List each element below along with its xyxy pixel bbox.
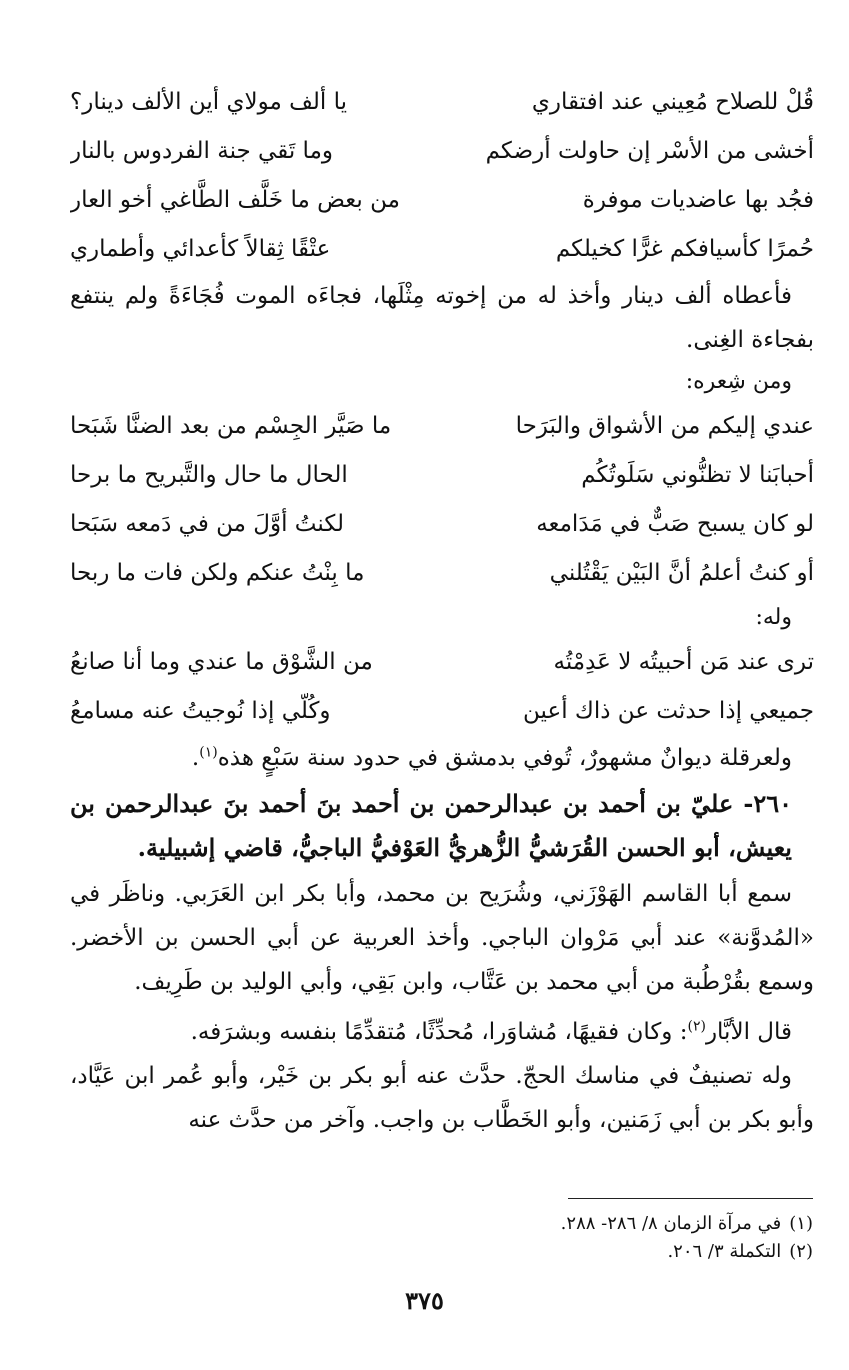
hemistich: أو كنتُ أعلمُ أنَّ البَيْن يَقْتُلني <box>549 560 814 586</box>
paragraph <box>70 1010 814 1054</box>
hemistich: وما تَقي جنة الفردوس بالنار <box>70 138 333 164</box>
verse-line <box>70 451 814 500</box>
hemistich: لكنتُ أوَّلَ من في دَمعه سَبَحا <box>70 511 345 537</box>
paragraph-end: . <box>191 745 200 771</box>
footnote-divider <box>568 1198 813 1199</box>
poem-intro: ومن شِعره: <box>685 369 792 394</box>
entry-title: عليّ بن أحمد بن عبدالرحمن بن أحمد بنَ أحمد بنَ عبدالرحمن بن يعيش، أبو الحسن القُرَشيُّ الزُّهريُّ العَوْفيُّ الباجيُّ، قاضي إشبيلية. <box>70 789 792 862</box>
hemistich: ما صَيَّر الجِسْم من بعد الضنَّا شَبَحا <box>70 413 392 439</box>
entry-number: ٢٦٠- <box>743 789 792 818</box>
hemistich: قُلْ للصلاح مُعِيني عند افتقاري <box>531 89 814 115</box>
hemistich: ترى عند مَن أحبيتُه لا عَدِمْتُه <box>553 649 814 675</box>
hemistich: أحبابَنا لا تظنُّوني سَلَوتُكُم <box>581 462 814 488</box>
footnote-number: (١) <box>789 1213 813 1234</box>
hemistich: جميعي إذا حدثت عن ذاك أعين <box>523 698 814 724</box>
verse-line <box>70 225 814 274</box>
verse-line <box>70 78 814 127</box>
verse-line <box>70 687 814 736</box>
paragraph: فأعطاه ألف دينار وأخذ له من إخوته مِثْلَها، فجاءَه الموت فُجَاءَةً ولم ينتفع بفجاءة الغِنى. <box>70 283 814 353</box>
verse-line <box>70 638 814 687</box>
paragraph <box>70 736 814 780</box>
hemistich: عتْقًا ثِقالاً كأعدائي وأطماري <box>70 236 331 262</box>
paragraph-text: : وكان فقيهًا، مُشاوَرا، مُحدِّثًا، مُتقدِّمًا بنفسه وبشرَفه. <box>190 1019 688 1045</box>
poem-intro: وله: <box>755 605 792 630</box>
footnote <box>313 1210 813 1238</box>
footnotes <box>313 1210 813 1266</box>
hemistich: من الشَّوْق ما عندي وما أنا صانعُ <box>70 649 373 675</box>
page-body <box>70 78 814 1142</box>
biography-heading <box>70 782 814 870</box>
hemistich: أخشى من الأسْر إن حاولت أرضكم <box>485 138 814 164</box>
footnote <box>313 1238 813 1266</box>
footnote-ref[interactable]: (٢) <box>687 1018 706 1035</box>
footnote-ref[interactable]: (١) <box>199 744 218 761</box>
hemistich: وكُلّي إذا نُوجيتُ عنه مسامعُ <box>70 698 331 724</box>
poem-block-2 <box>70 402 814 598</box>
paragraph-text: قال الأبَّار <box>705 1019 792 1045</box>
hemistich: فجُد بها عاضديات موفرة <box>582 187 814 213</box>
hemistich: الحال ما حال والتَّبريح ما برحا <box>70 462 348 488</box>
paragraph-text: ولعرقلة ديوانٌ مشهورٌ، تُوفي بدمشق في حدود سنة سَبْعٍ هذه <box>217 745 792 771</box>
poem-block-1 <box>70 78 814 274</box>
hemistich: ما بِنْتُ عنكم ولكن فات ما ربحا <box>70 560 365 586</box>
footnote-text: في مرآة الزمان ٨/ ٢٨٦- ٢٨٨. <box>560 1213 782 1234</box>
page-number: ٣٧٥ <box>405 1286 444 1315</box>
poem-block-3 <box>70 638 814 736</box>
footnote-number: (٢) <box>789 1241 813 1262</box>
hemistich: يا ألف مولاي أين الألف دينار؟ <box>70 89 348 115</box>
footnote-text: التكملة ٣/ ٢٠٦. <box>667 1241 782 1262</box>
hemistich: عندي إليكم من الأشواق والبَرَحا <box>515 413 814 439</box>
verse-line <box>70 500 814 549</box>
hemistich: حُمرًا كأسيافكم غرًّا كخيلكم <box>555 236 814 262</box>
hemistich: من بعض ما خَلَّف الطَّاغي أخو العار <box>70 187 400 213</box>
verse-line <box>70 402 814 451</box>
hemistich: لو كان يسبح صَبٌّ في مَدَامعه <box>536 511 814 537</box>
verse-line <box>70 549 814 598</box>
verse-line <box>70 127 814 176</box>
paragraph: وله تصنيفٌ في مناسك الحجّ. حدَّث عنه أبو بكر بن خَيْر، وأبو عُمر ابن عَيَّاد، وأبو بكر بن أبي زَمَنين، وأبو الخَطَّاب بن واجب. وآخر من حدَّث عنه <box>70 1063 814 1133</box>
verse-line <box>70 176 814 225</box>
paragraph: سمع أبا القاسم الهَوْزَني، وشُرَيح بن محمد، وأبا بكر ابن العَرَبي. وناظَر في «المُدوَّنة» عند أبي مَرْوان الباجي. وأخذ العربية عن أبي الحسن بن الأخضر. وسمع بقُرْطُبة من أبي محمد بن عَتَّاب، وابن بَقِي، وأبي الوليد بن طَرِيف. <box>70 881 814 995</box>
